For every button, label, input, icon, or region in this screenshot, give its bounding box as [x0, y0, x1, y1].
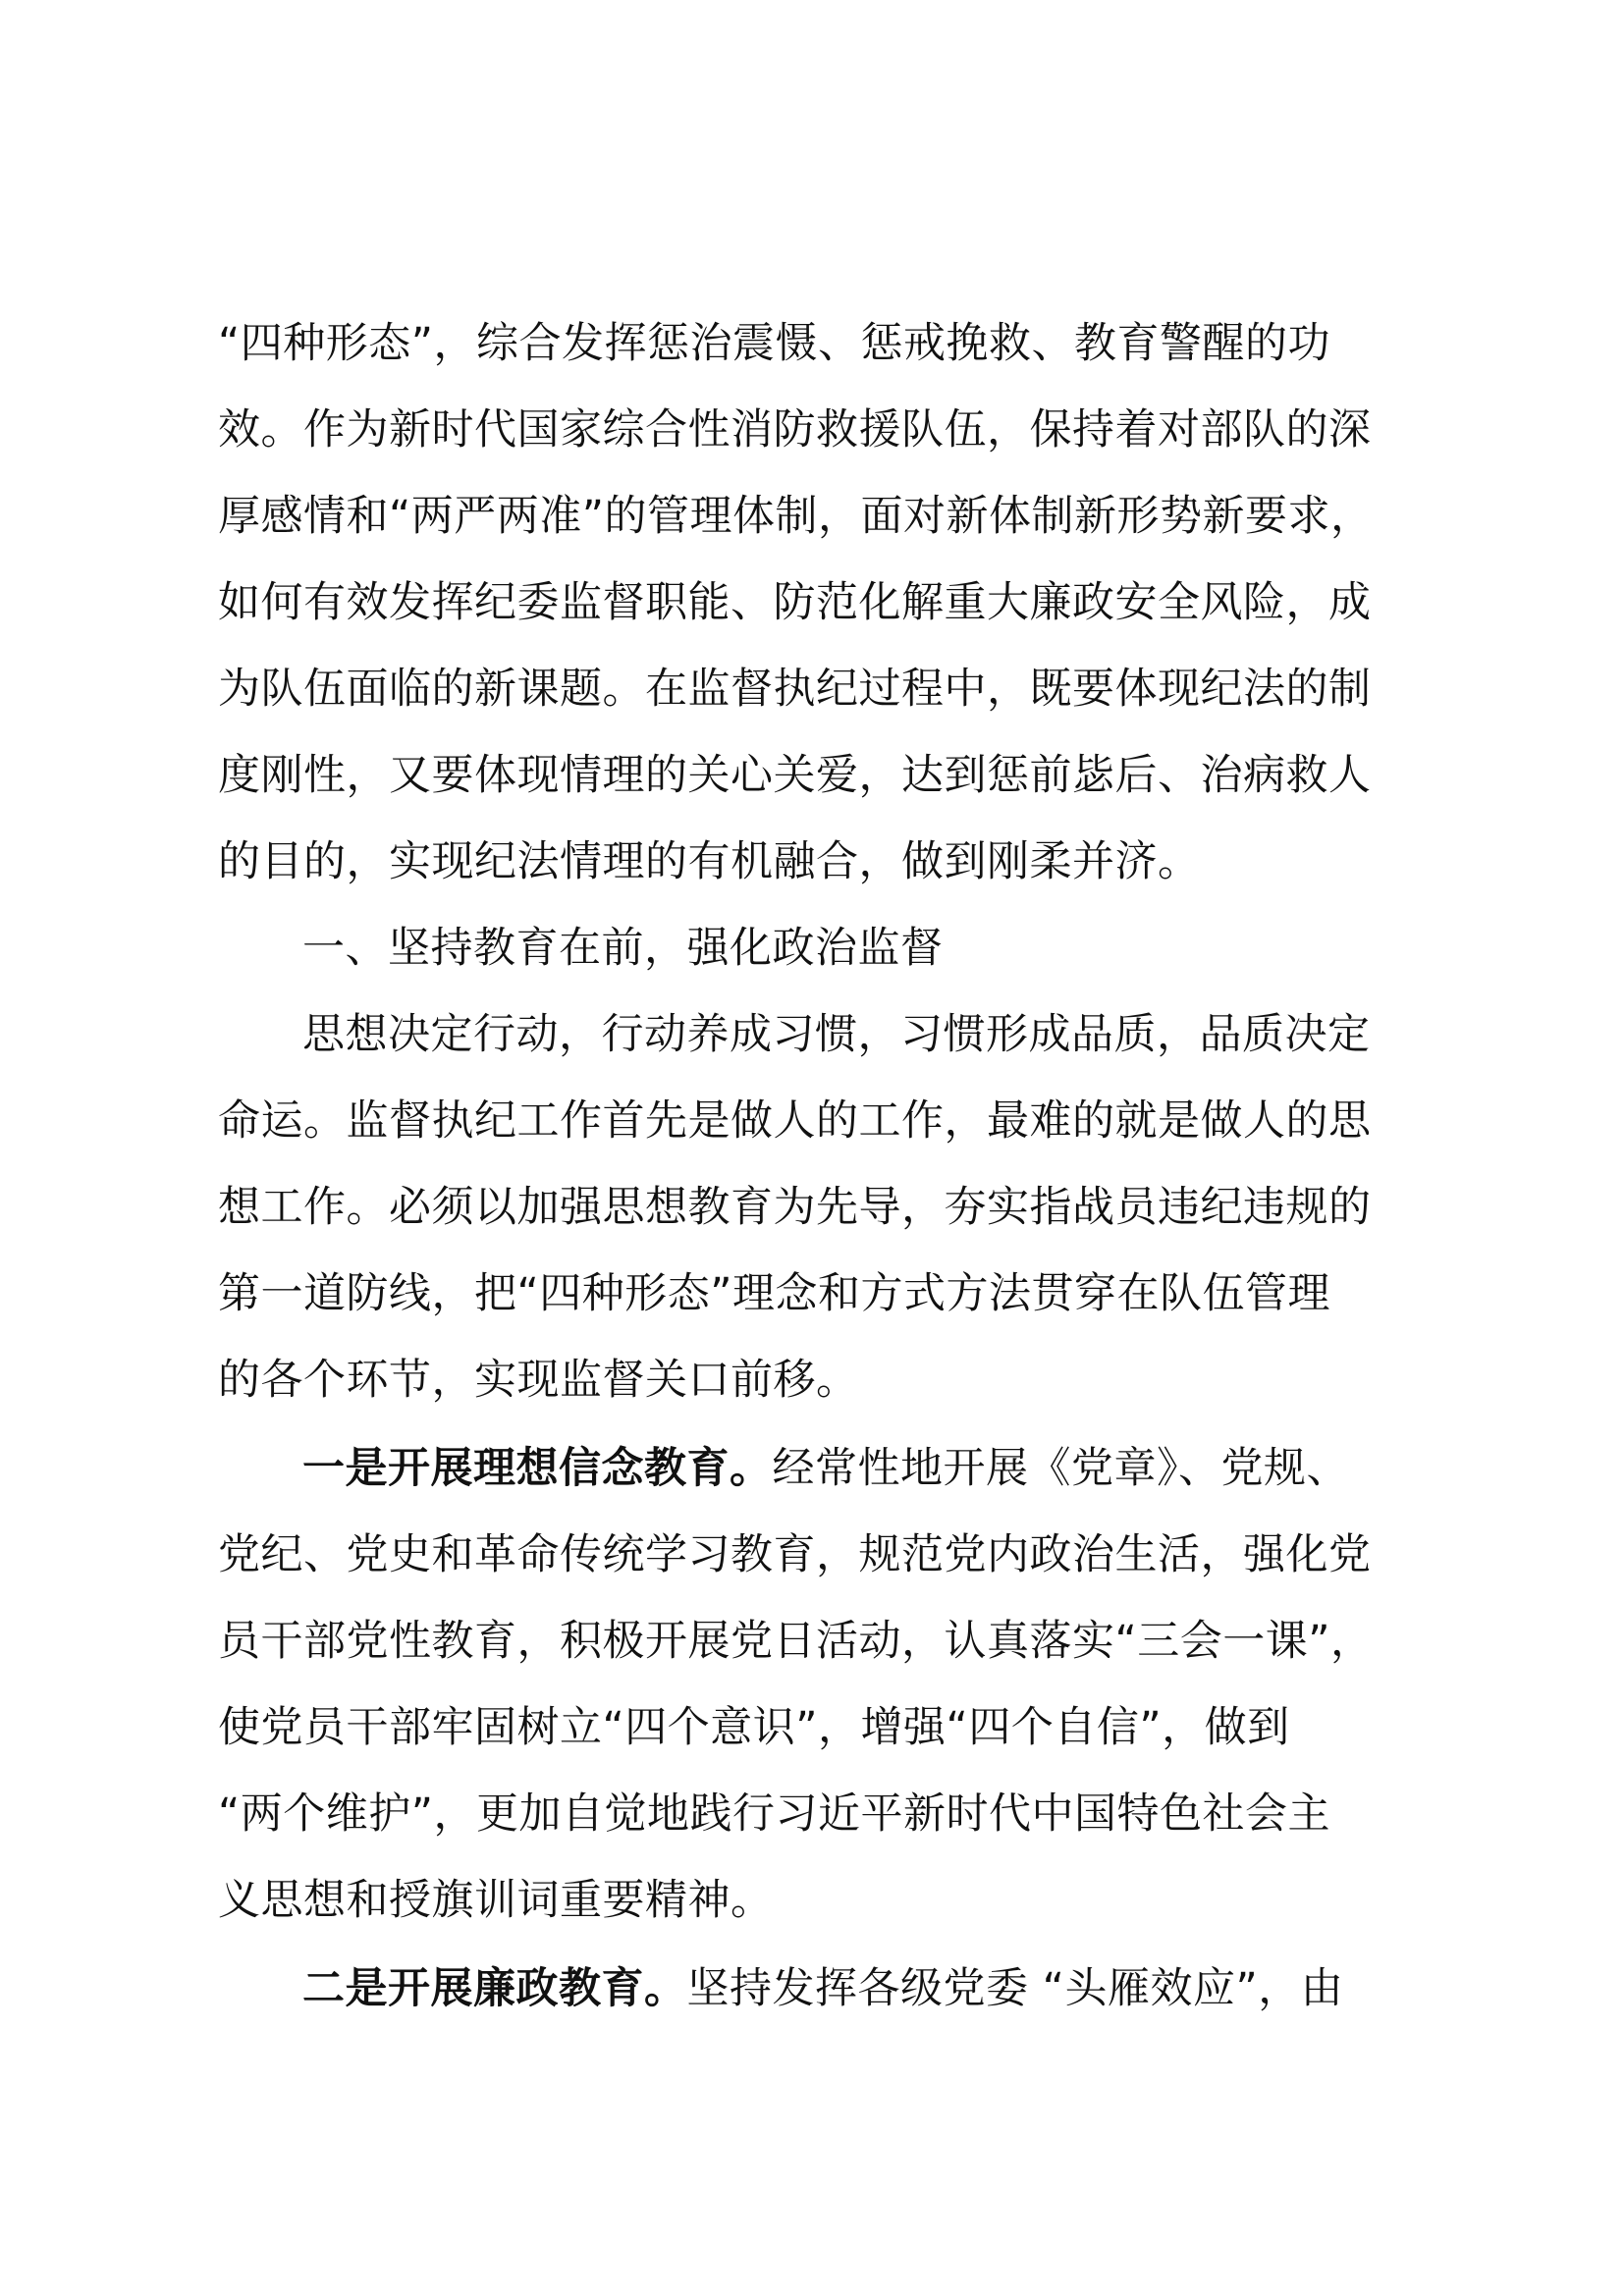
text-line: 使党员干部牢固树立“四个意识”，增强“四个自信”，做到: [218, 1703, 1290, 1752]
text-line: “四种形态”，综合发挥惩治震慑、惩戒挽救、教育警醒的功: [218, 319, 1331, 368]
text-line: 党纪、党史和革命传统学习教育，规范党内政治生活，强化党: [218, 1530, 1372, 1579]
bold-lead: 二是开展廉政教育。: [302, 1964, 687, 2013]
text-line: 员干部党性教育，积极开展党日活动，认真落实“三会一课”，: [218, 1617, 1374, 1666]
text-run: 经常性地开展《党章》、党规、: [772, 1444, 1349, 1493]
text-line: 义思想和授旗训词重要精神。: [218, 1876, 774, 1925]
text-line: 的目的，实现纪法情理的有机融合，做到刚柔并济。: [218, 837, 1201, 886]
text-line: 效。作为新时代国家综合性消防救援队伍，保持着对部队的深: [218, 405, 1372, 454]
paragraph-first-line: [302, 1946, 1520, 2032]
section-heading: 一、坚持教育在前，强化政治监督: [302, 924, 944, 973]
text-line: 命运。监督执纪工作首先是做人的工作，最难的就是做人的思: [218, 1096, 1372, 1146]
text-line: 思想决定行动，行动养成习惯，习惯形成品质，品质决定: [302, 1010, 1371, 1059]
text-line: 第一道防线，把“四种形态”理念和方式方法贯穿在队伍管理: [218, 1269, 1331, 1318]
bold-lead: 一是开展理想信念教育。: [302, 1444, 773, 1493]
text-line: 为队伍面临的新课题。在监督执纪过程中，既要体现纪法的制: [218, 665, 1372, 714]
text-line: 的各个环节，实现监督关口前移。: [218, 1356, 859, 1405]
paragraph-first-line: [302, 1425, 1520, 1512]
text-line: 厚感情和“两严两准”的管理体制，面对新体制新形势新要求，: [218, 492, 1374, 541]
text-run: 坚持发挥各级党委 “头雁效应”，由: [686, 1964, 1344, 2013]
text-line: 想工作。必须以加强思想教育为先导，夯实指战员违纪违规的: [218, 1183, 1372, 1232]
text-line: “两个维护”，更加自觉地践行习近平新时代中国特色社会主: [218, 1789, 1331, 1839]
text-line: 如何有效发挥纪委监督职能、防范化解重大廉政安全风险，成: [218, 578, 1372, 627]
text-line: 度刚性，又要体现情理的关心关爱，达到惩前毖后、治病救人: [218, 751, 1372, 800]
